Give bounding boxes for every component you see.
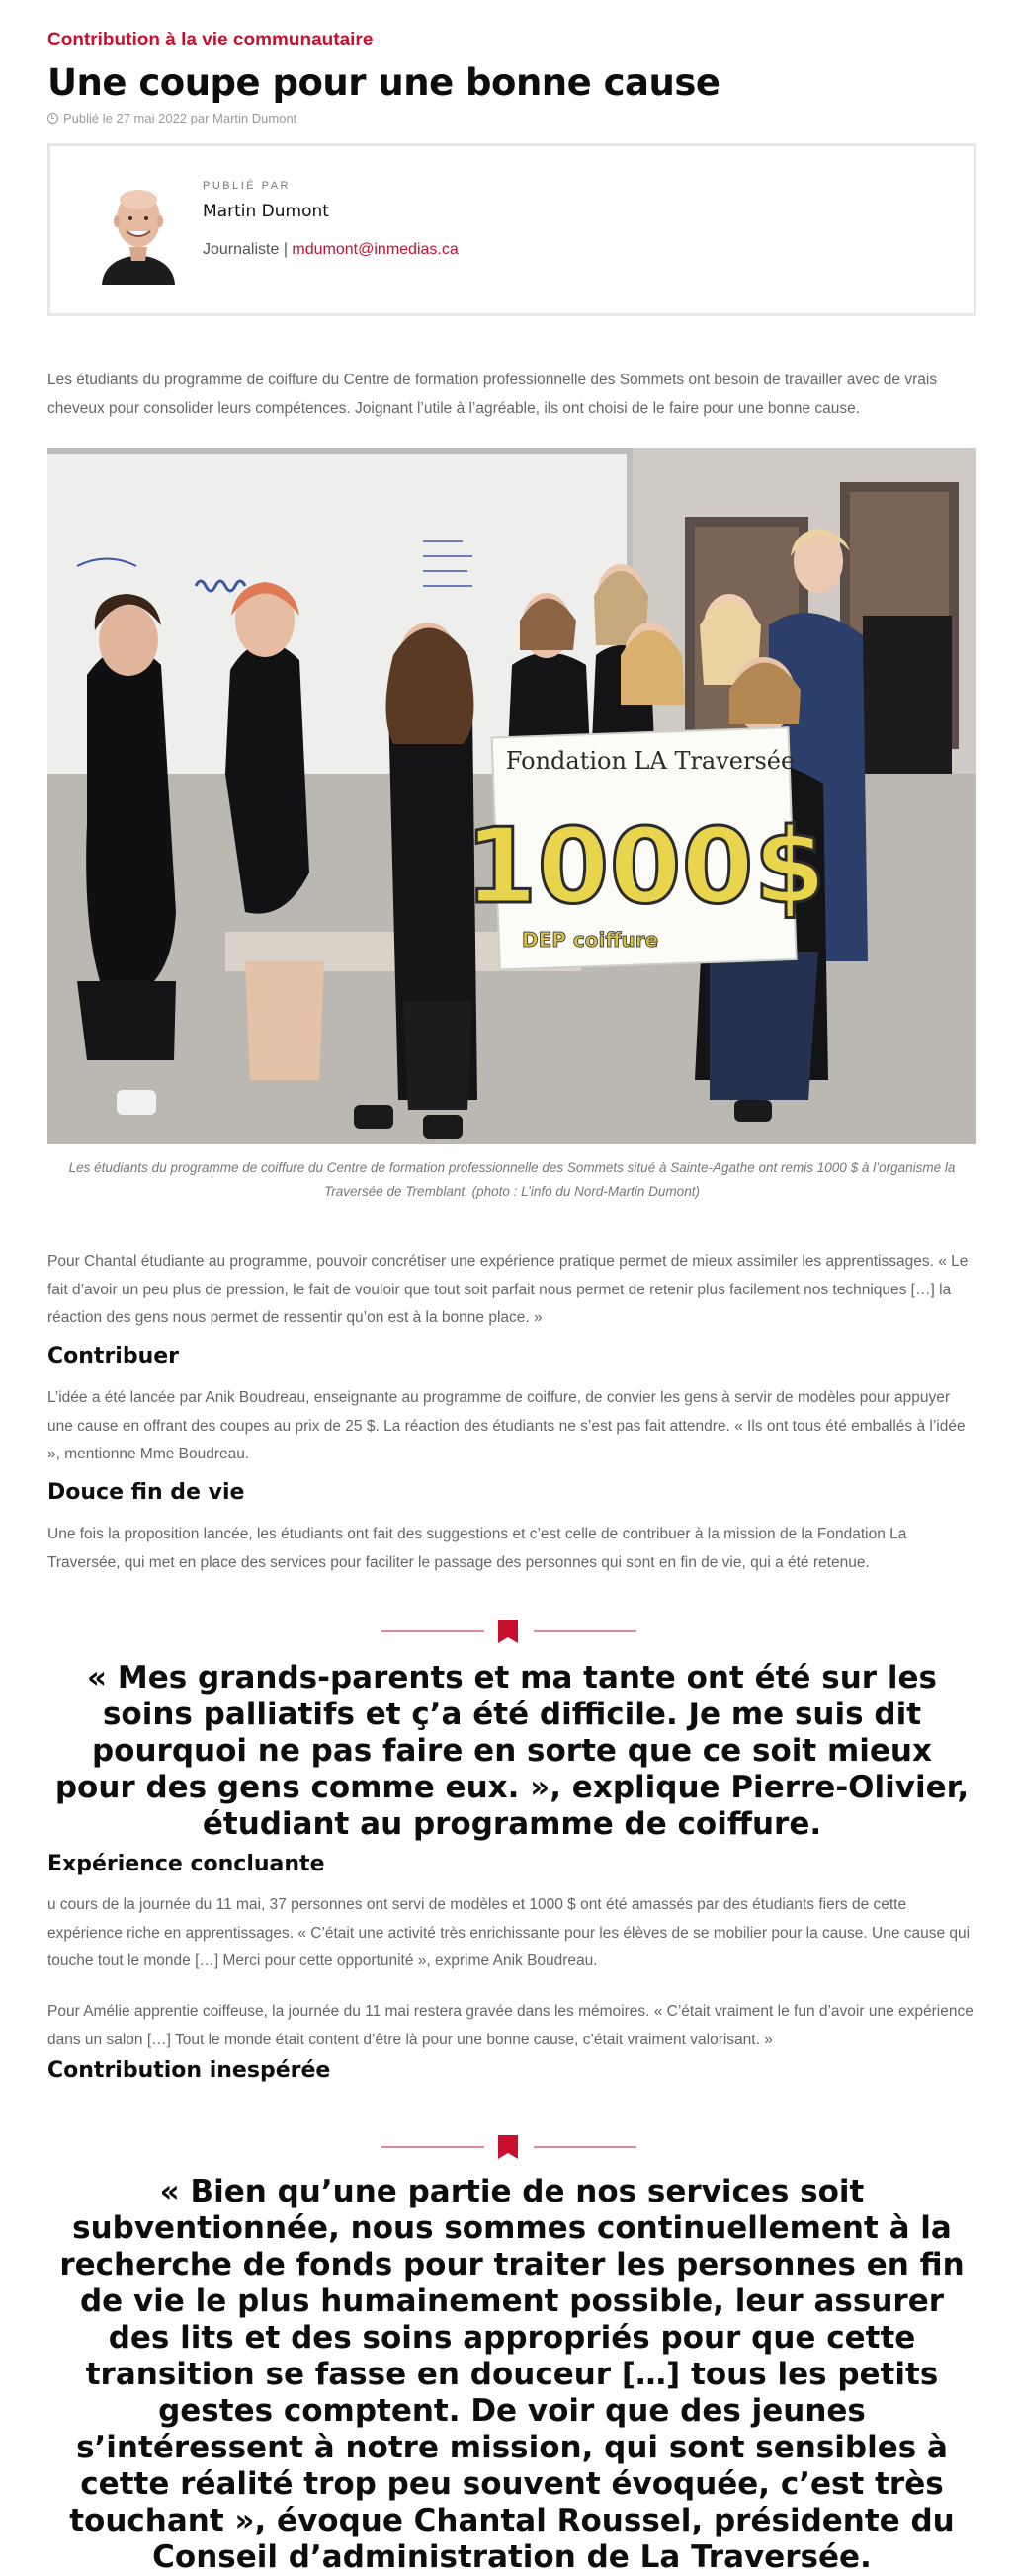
- paragraph-2: L’idée a été lancée par Anik Boudreau, enseignante au programme de coiffure, de convier les gens à servir de modèles pour appuyer une cause en offrant des coupes au prix de 25 $. La réaction des étudiants ne s’est pas fait attendre. « Ils ont tous été emballés à l’idée », mentionne Mme Boudreau.: [47, 1389, 966, 1462]
- publish-meta: [47, 111, 296, 125]
- bookmark-icon: [498, 1620, 518, 1643]
- category-link[interactable]: Contribution à la vie communautaire: [47, 30, 374, 50]
- paragraph-3: Une fois la proposition lancée, les étudiants ont fait des suggestions et c’est celle de contribuer à la mission de la Fondation La Traversée, qui met en place des services pour faciliter le passage des personnes qui sont en fin de vie, qui a été retenue.: [47, 1526, 907, 1571]
- heading-contribuer: Contribuer: [47, 1344, 180, 1369]
- clock-icon: [47, 113, 58, 124]
- avatar: [94, 176, 183, 285]
- author-box: [47, 143, 976, 316]
- board-title: Fondation LA Traversée: [505, 747, 796, 775]
- paragraph-1: Pour Chantal étudiante au programme, pouvoir concrétiser une expérience pratique permet de mieux assimiler les apprentissages. « Le fait d’avoir un peu plus de pression, le fait de vouloir que tout soit parfait nous permet de retenir plus facilement nos techniques […] la réaction des gens nous permet de ressentir qu’on est à la bonne place. »: [47, 1253, 969, 1326]
- heading-experience-concluante: Expérience concluante: [47, 1852, 325, 1876]
- author-info: [203, 180, 459, 259]
- pull-quote-2: « Bien qu’une partie de nos services soit subventionnée, nous sommes continuellement à la recherche de fonds pour traiter les personnes en fin de vie le plus humainement possible, leur assurer des lits et des soins appropriés pour que cette transition se fasse en douceur […] tous les petits gestes comptent. De voir que des jeunes s’intéressent à notre mission, qui sont sensibles à cette réalité trop peu souvent évoquée, c’est très touchant », évoque Chantal Roussel, présidente du Conseil d’administration de La Traversée.: [59, 2174, 965, 2575]
- author-name[interactable]: Martin Dumont: [203, 202, 329, 221]
- author-label: PUBLIÉ PAR: [203, 180, 291, 192]
- board-amount: 1000$: [465, 806, 826, 927]
- quote-divider: [0, 1617, 1016, 1646]
- paragraph-5: Pour Amélie apprentie coiffeuse, la journée du 11 mai restera gravée dans les mémoires. « C’était vraiment le fun d’avoir une expérience dans un salon […] Tout le monde était content d’être là pour une bonne cause, c’était vraiment valorisant. »: [47, 2003, 974, 2048]
- publish-date: Publié le 27 mai 2022 par Martin Dumont: [63, 111, 297, 125]
- bookmark-icon: [498, 2135, 518, 2159]
- author-email-link[interactable]: mdumont@inmedias.ca: [292, 241, 459, 258]
- author-role-text: Journaliste |: [203, 241, 293, 258]
- article-photo: [47, 448, 976, 1144]
- photo-caption: Les étudiants du programme de coiffure du Centre de formation professionnelle des Sommets situé à Sainte-Agathe ont remis 1000 $ à l’organisme la Traversée de Tremblant. (photo : L’info du Nord-Martin Dumont): [68, 1160, 956, 1199]
- paragraph-4: u cours de la journée du 11 mai, 37 personnes ont servi de modèles et 1000 $ ont été amassés par des étudiants fiers de cette expérience riche en apprentissages. « C’était une activité très enrichissante pour les élèves de se mobilier pour la cause. Une cause qui touche tout le monde […] Merci pour cette opportunité », exprime Anik Boudreau.: [47, 1896, 971, 1969]
- heading-douce-fin-de-vie: Douce fin de vie: [47, 1480, 245, 1505]
- quote-divider: [0, 2132, 1016, 2162]
- board-footer: DEP coiffure: [522, 928, 659, 952]
- heading-contribution-inesperee: Contribution inespérée: [47, 2058, 331, 2083]
- intro-paragraph: Les étudiants du programme de coiffure du Centre de formation professionnelle des Sommets ont besoin de travailler avec de vrais cheveux pour consolider leurs compétences. Joignant l’utile à l’agréable, ils ont choisi de le faire pour une bonne cause.: [47, 372, 938, 417]
- page-title: Une coupe pour une bonne cause: [47, 61, 720, 104]
- author-role: [203, 241, 459, 259]
- pull-quote-1: « Mes grands-parents et ma tante ont été sur les soins palliatifs et ç’a été difficile. Je me suis dit pourquoi ne pas faire en sorte que ce soit mieux pour des gens comme eux. », explique Pierre-Olivier, étudiant au programme de coiffure.: [54, 1660, 970, 1842]
